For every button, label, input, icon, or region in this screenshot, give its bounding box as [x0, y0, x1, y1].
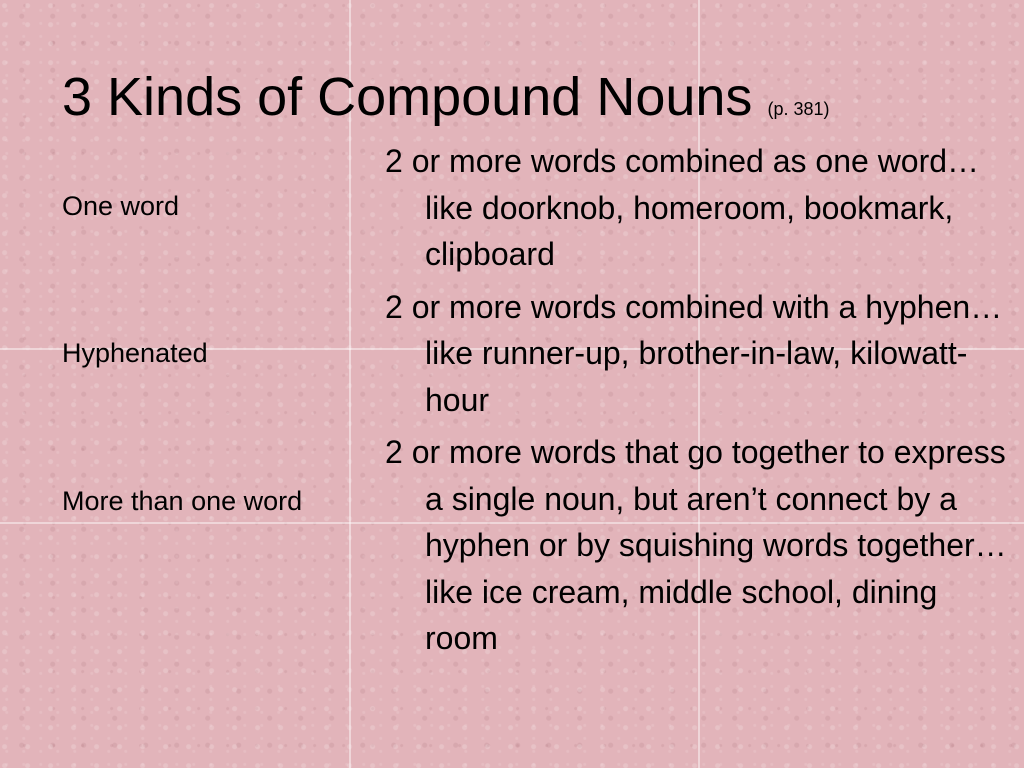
definition-one-word: 2 or more words combined as one word… like doorknob, homeroom, bookmark, clipboard — [385, 143, 980, 272]
definitions-list — [385, 138, 1017, 668]
slide-title — [62, 64, 830, 142]
kind-one-word: One word — [62, 191, 180, 221]
definition-more-than-one-word: 2 or more words that go together to express a single noun, but aren’t connect by a hyphen or by squishing words together… like ice cream, middle school, dining room — [385, 434, 1007, 656]
kind-hyphenated: Hyphenated — [62, 338, 208, 368]
definition-hyphenated: 2 or more words combined with a hyphen… like runner-up, brother-in-law, kilowatt-hour — [385, 288, 1003, 418]
kind-more-than-one-word: More than one word — [62, 486, 303, 516]
page-reference: (p. 381) — [767, 99, 830, 119]
title-text: 3 Kinds of Compound Nouns — [62, 67, 753, 127]
